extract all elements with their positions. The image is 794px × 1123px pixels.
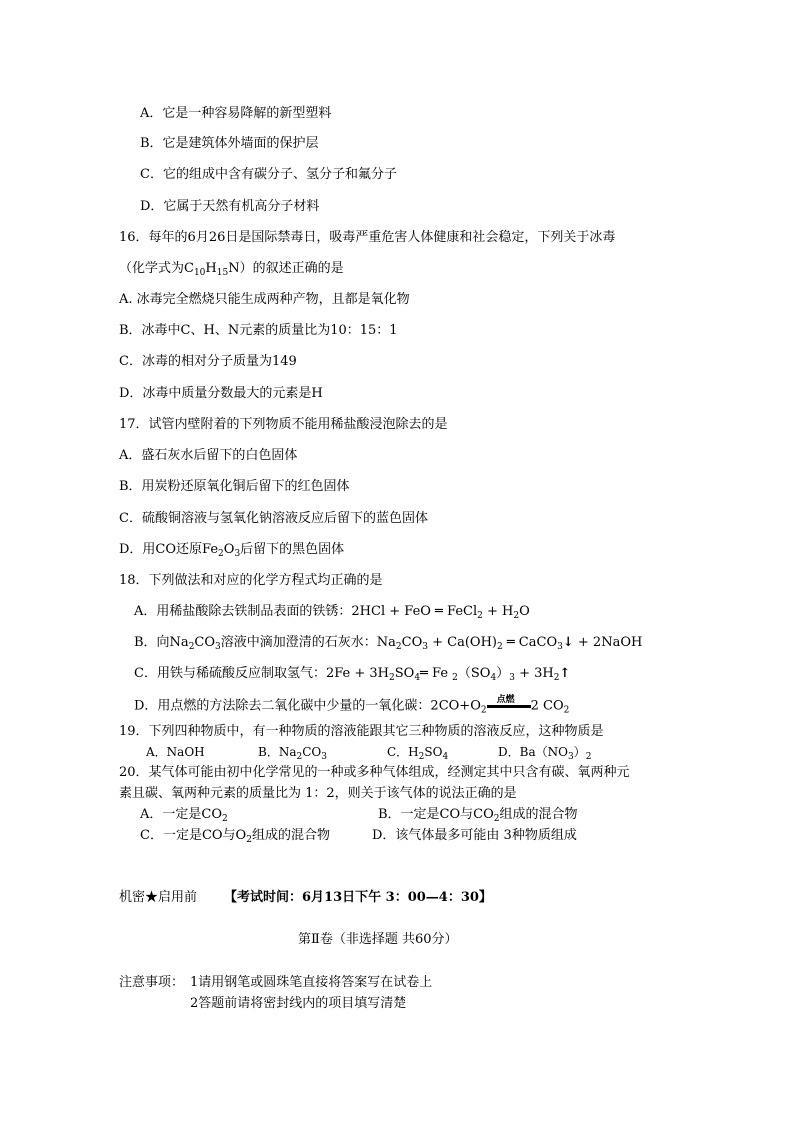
q18-option-b: B．向$Na_2CO_3$溶液中滴加澄清的石灰水：$Na_2CO_3 + Ca(OH)_2$ ═ CaCO$_3$↓ + 2NaOH bbox=[134, 635, 643, 652]
q18-stem: 18．下列做法和对应的化学方程式均正确的是 bbox=[119, 573, 383, 588]
confidential-label: 机密★启用前 bbox=[119, 890, 198, 905]
q20-option-d: D．该气体最多可能由 3种物质组成 bbox=[372, 828, 577, 843]
q17-option-c: C．硫酸铜溶液与氢氧化钠溶液反应后留下的蓝色固体 bbox=[119, 511, 428, 526]
gas-arrow-icon: ↑ bbox=[559, 666, 571, 681]
q19-stem: 19．下列四种物质中，有一种物质的溶液能跟其它三种物质的溶液反应，这种物质是 bbox=[119, 724, 604, 739]
q16-option-b: B．冰毒中C、H、N元素的质量比为10：15：1 bbox=[119, 323, 398, 338]
q17-option-d: D．用CO还原$Fe_2O_3$后留下的黑色固体 bbox=[119, 542, 345, 559]
q18-option-d: D．用点燃的方法除去二氧化碳中少量的一氧化碳：$2CO+O_2$ 点燃 2 $CO_2$ bbox=[134, 695, 570, 716]
q20-option-c: C．一定是CO与$O_2$组成的混合物 bbox=[140, 828, 330, 845]
q16-option-a: A. 冰毒完全燃烧只能生成两种产物，且都是氧化物 bbox=[119, 292, 410, 307]
q16-option-d: D．冰毒中质量分数最大的元素是H bbox=[119, 386, 323, 401]
ignition-condition: 点燃 bbox=[487, 698, 531, 714]
q16-stem-line2: （化学式为$C_{10}H_{15}N$）的叙述正确的是 bbox=[119, 261, 344, 278]
q20-stem-line2: 素且碳、氧两种元素的质量比为 1：2，则关于该气体的说法正确的是 bbox=[119, 786, 517, 801]
q18-option-c: C．用铁与稀硫酸反应制取氢气：$2Fe + 3H_2SO_4═$ Fe $_2(SO_4)_3$ + $3H_2↑$ bbox=[134, 666, 571, 683]
q17-option-a: A．盛石灰水后留下的白色固体 bbox=[119, 448, 298, 463]
q19-option-a: A．NaOH bbox=[146, 745, 205, 759]
q15-option-c: C．它的组成中含有碳分子、氢分子和氟分子 bbox=[140, 167, 397, 182]
q19-option-c: C．$H_2SO_4$ bbox=[387, 745, 449, 762]
note-2: 2答题前请将密封线内的项目填写清楚 bbox=[190, 996, 407, 1011]
q15-option-d: D．它属于天然有机高分子材料 bbox=[140, 199, 320, 214]
q17-option-b: B．用炭粉还原氧化铜后留下的红色固体 bbox=[119, 479, 350, 494]
q18-option-a: A．用稀盐酸除去铁制品表面的铁锈：2HCl + FeO ═ FeCl$_2$ + $H_2O$ bbox=[134, 604, 530, 621]
q15-option-a: A．它是一种容易降解的新型塑料 bbox=[140, 106, 332, 121]
notes-label: 注意事项： bbox=[119, 975, 185, 990]
q16-option-c: C．冰毒的相对分子质量为149 bbox=[119, 354, 297, 369]
q15-option-b: B．它是建筑体外墙面的保护层 bbox=[140, 136, 319, 151]
q20-stem-line1: 20．某气体可能由初中化学常见的一种或多种气体组成，经测定其中只含有碳、氧两种元 bbox=[119, 765, 630, 780]
exam-time: 【考试时间：6月13日下午 3：00—4：30】 bbox=[224, 890, 492, 905]
q19-option-d: D．$Ba(NO_3)_2$ bbox=[498, 745, 592, 762]
q20-option-b: B．一定是CO与$CO_2$组成的混合物 bbox=[378, 807, 578, 824]
q19-option-b: B．$Na_2CO_3$ bbox=[258, 745, 327, 762]
q20-option-a: A．一定是$CO_2$ bbox=[140, 807, 228, 824]
q17-stem: 17．试管内壁附着的下列物质不能用稀盐酸浸泡除去的是 bbox=[119, 417, 448, 432]
note-1: 1请用钢笔或圆珠笔直接将答案写在试卷上 bbox=[190, 975, 433, 990]
q16-stem-line1: 16．每年的6月26日是国际禁毒日，吸毒严重危害人体健康和社会稳定，下列关于冰毒 bbox=[119, 230, 616, 245]
section-title: 第Ⅱ卷（非选择题 共60分） bbox=[298, 932, 458, 947]
precipitate-arrow-icon: ↓ bbox=[562, 635, 574, 650]
